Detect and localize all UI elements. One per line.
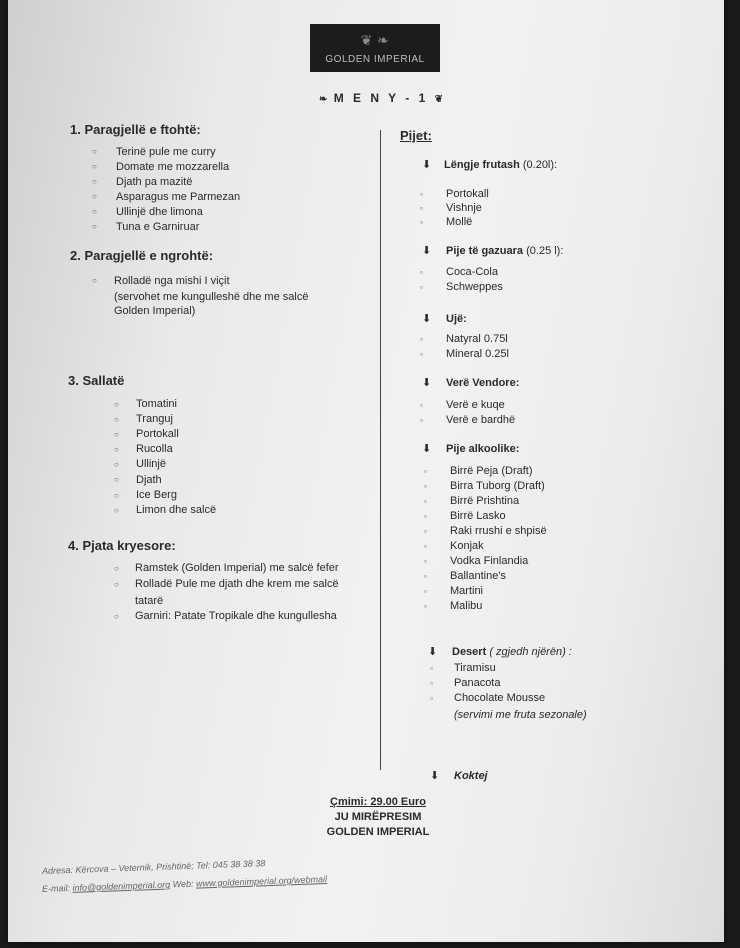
item-wrap: tatarë <box>135 595 164 607</box>
list-item: Tiramisu <box>454 662 496 674</box>
bullet-icon: ○ <box>114 445 119 454</box>
drink-group-title: Pije të gazuara (0.25 l): <box>446 245 564 257</box>
bullet-icon: ▫ <box>424 602 427 611</box>
bullet-icon: ▫ <box>420 416 423 425</box>
wings-emblem-icon: ❦ ❧ <box>360 32 390 48</box>
ornament-left-icon: ❧ <box>318 94 328 105</box>
bullet-icon: ▫ <box>430 664 433 673</box>
list-item: Tomatini <box>136 398 177 410</box>
logo-text: GOLDEN IMPERIAL <box>325 54 425 65</box>
bullet-icon: ▫ <box>430 679 433 688</box>
bullet-icon: ▫ <box>424 482 427 491</box>
list-item: Ullinjë dhe limona <box>116 206 203 218</box>
item-note: (servimi me fruta sezonale) <box>454 709 587 721</box>
list-item: Panacota <box>454 677 501 689</box>
section-heading: 3. Sallatë <box>68 373 125 388</box>
bullet-icon: ▫ <box>424 542 427 551</box>
arrow-down-icon: ⬇ <box>422 443 432 455</box>
bullet-icon: ○ <box>114 612 119 621</box>
list-item: Ice Berg <box>136 489 177 501</box>
list-item: Coca-Cola <box>446 266 498 278</box>
section-heading: 1. Paragjellë e ftohtë: <box>70 122 201 137</box>
arrow-down-icon: ⬇ <box>430 770 440 782</box>
list-item: Limon dhe salcë <box>136 504 217 516</box>
price: Çmimi: 29.00 Euro <box>330 796 426 808</box>
bullet-icon: ○ <box>114 460 119 469</box>
bullet-icon: ▫ <box>424 512 427 521</box>
list-item: Birra Tuborg (Draft) <box>450 480 545 492</box>
bullet-icon: ▫ <box>430 694 433 703</box>
logo <box>310 24 440 72</box>
list-item: Asparagus me Parmezan <box>116 191 241 203</box>
list-item: Schweppes <box>446 281 503 293</box>
arrow-down-icon: ⬇ <box>422 377 432 389</box>
list-item: Rolladë Pule me djath dhe krem me salcë <box>135 578 339 590</box>
footer-address: Adresa: Kërcova – Veternik, Prishtinë; Tel: 045 38 38 38 <box>41 858 266 876</box>
list-item: Chocolate Mousse <box>454 692 546 704</box>
bullet-icon: ○ <box>92 276 97 285</box>
bullet-icon: ○ <box>92 177 97 186</box>
drink-group-title: Pije alkoolike: <box>446 443 520 455</box>
arrow-down-icon: ⬇ <box>422 245 432 257</box>
list-item: Martini <box>450 585 484 597</box>
web-link[interactable]: www.goldenimperial.org/webmail <box>195 874 328 889</box>
list-item: Domate me mozzarella <box>116 161 230 173</box>
list-item: Ramstek (Golden Imperial) me salcë fefer <box>135 562 339 574</box>
arrow-down-icon: ⬇ <box>422 313 432 325</box>
item-note: Golden Imperial) <box>114 305 196 317</box>
bullet-icon: ▫ <box>420 401 423 410</box>
ornament-right-icon: ❦ <box>434 94 444 105</box>
bullet-icon: ▫ <box>420 350 423 359</box>
section-heading: 2. Paragjellë e ngrohtë: <box>70 248 214 263</box>
list-item: Konjak <box>450 540 484 552</box>
list-item: Rucolla <box>136 443 173 455</box>
bullet-icon: ○ <box>92 222 97 231</box>
list-item: Garniri: Patate Tropikale dhe kungullesha <box>135 610 337 622</box>
bullet-icon: ○ <box>114 430 119 439</box>
footer-contact: E-mail: info@goldenimperial.org Web: www.goldenimperial.org/webmail <box>41 874 328 894</box>
list-item: Ballantine's <box>450 570 506 582</box>
bullet-icon: ▫ <box>424 587 427 596</box>
bullet-icon: ○ <box>92 207 97 216</box>
bullet-icon: ▫ <box>420 268 423 277</box>
item-note: (servohet me kungulleshë dhe me salcë <box>114 291 309 303</box>
list-item: Mollë <box>446 216 473 228</box>
list-item: Birrë Prishtina <box>450 495 520 507</box>
arrow-down-icon: ⬇ <box>428 646 438 658</box>
bullet-icon: ▫ <box>424 467 427 476</box>
bullet-icon: ▫ <box>420 204 423 213</box>
list-item: Rolladë nga mishi I viçit <box>114 275 230 287</box>
drink-group-title: Lëngje frutash (0.20l): <box>444 159 558 171</box>
list-item: Raki rrushi e shpisë <box>450 525 547 537</box>
bullet-icon: ○ <box>92 162 97 171</box>
list-item: Portokall <box>446 188 489 200</box>
list-item: Terinë pule me curry <box>116 146 216 158</box>
bullet-icon: ○ <box>114 491 119 500</box>
list-item: Tuna e Garniruar <box>116 221 200 233</box>
bullet-icon: ○ <box>114 415 119 424</box>
bullet-icon: ▫ <box>420 283 423 292</box>
list-item: Portokall <box>136 428 179 440</box>
bullet-icon: ○ <box>114 564 119 573</box>
drink-group-title: Koktej <box>454 770 488 782</box>
list-item: Vodka Finlandia <box>450 555 529 567</box>
bullet-icon: ○ <box>92 147 97 156</box>
list-item: Birrë Lasko <box>450 510 506 522</box>
list-item: Tranguj <box>136 413 173 425</box>
section-heading: 4. Pjata kryesore: <box>68 538 176 553</box>
list-item: Djath <box>136 474 162 486</box>
bullet-icon: ▫ <box>424 557 427 566</box>
list-item: Djath pa mazitë <box>116 176 193 188</box>
drink-group-title: Verë Vendore: <box>446 377 520 389</box>
bullet-icon: ○ <box>92 192 97 201</box>
bullet-icon: ○ <box>114 506 119 515</box>
drink-group-title: Ujë: <box>446 313 467 325</box>
list-item: Birrë Peja (Draft) <box>450 465 533 477</box>
arrow-down-icon: ⬇ <box>422 159 432 171</box>
bullet-icon: ▫ <box>424 572 427 581</box>
menu-title <box>318 91 444 105</box>
bullet-icon: ▫ <box>420 218 423 227</box>
list-item: Ullinjë <box>136 458 166 470</box>
bullet-icon: ▫ <box>420 335 423 344</box>
drink-group-title: Desert ( zgjedh njërën) : <box>452 646 572 658</box>
bullet-icon: ▫ <box>424 497 427 506</box>
menu-title-text: M E N Y - 1 <box>333 91 429 105</box>
drinks-heading: Pijet: <box>400 128 432 143</box>
welcome-text: JU MIRËPRESIM <box>334 811 422 823</box>
brand-name: GOLDEN IMPERIAL <box>326 826 430 838</box>
list-item: Verë e kuqe <box>446 399 505 411</box>
bullet-icon: ▫ <box>420 190 423 199</box>
list-item: Malibu <box>450 600 483 612</box>
list-item: Natyral 0.75l <box>446 333 508 345</box>
menu-sheet <box>8 0 724 942</box>
bullet-icon: ○ <box>114 475 119 484</box>
email-link[interactable]: info@goldenimperial.org <box>72 879 171 893</box>
list-item: Vishnje <box>446 202 482 214</box>
list-item: Verë e bardhë <box>446 414 516 426</box>
bullet-icon: ▫ <box>424 527 427 536</box>
bullet-icon: ○ <box>114 400 119 409</box>
bullet-icon: ○ <box>114 580 119 589</box>
column-divider <box>380 130 381 770</box>
list-item: Mineral 0.25l <box>446 348 509 360</box>
